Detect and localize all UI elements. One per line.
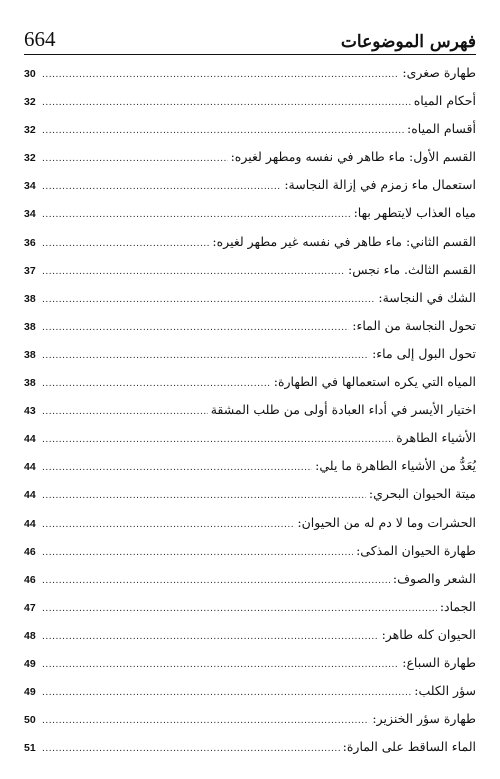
dot-leader <box>42 398 208 426</box>
toc-entry-title: طهارة سؤر الخنزير: <box>372 711 476 727</box>
dot-leader <box>42 511 294 539</box>
dot-leader <box>42 342 369 370</box>
toc-entry <box>24 537 476 565</box>
dot-leader <box>42 201 351 229</box>
toc-entry-page: 46 <box>24 545 36 558</box>
toc-entry-title: الحيوان كله طاهر: <box>381 626 476 642</box>
toc-entry-title: أقسام المياه: <box>407 121 476 137</box>
toc-entry <box>24 256 476 284</box>
dot-leader <box>42 61 399 89</box>
toc-entry-page: 37 <box>24 264 36 277</box>
toc-entry-title: المياه التي يكره استعمالها في الطهارة: <box>273 374 476 390</box>
toc-entry <box>24 199 476 227</box>
dot-leader <box>42 230 209 258</box>
toc-entry <box>24 284 476 312</box>
toc-entry-title: الشعر والصوف: <box>392 570 476 586</box>
toc-entry-page: 34 <box>24 208 36 221</box>
toc-list <box>24 59 476 761</box>
toc-entry-title: أحكام المياه <box>413 93 476 109</box>
toc-entry-title: القسم الثاني: ماء طاهر في نفسه غير مطهر لغيره: <box>212 233 476 249</box>
toc-entry-title: الشك في النجاسة: <box>378 289 476 305</box>
toc-entry <box>24 171 476 199</box>
toc-entry-page: 50 <box>24 714 36 727</box>
toc-entry-page: 32 <box>24 96 36 109</box>
dot-leader <box>42 539 353 567</box>
toc-entry <box>24 59 476 87</box>
toc-entry-page: 38 <box>24 377 36 390</box>
toc-entry <box>24 480 476 508</box>
dot-leader <box>42 735 340 763</box>
toc-entry <box>24 705 476 733</box>
toc-entry-page: 32 <box>24 152 36 165</box>
toc-entry-title: الحشرات وما لا دم له من الحيوان: <box>297 514 476 530</box>
toc-entry <box>24 228 476 256</box>
toc-entry-page: 36 <box>24 236 36 249</box>
toc-entry-page: 51 <box>24 742 36 755</box>
toc-entry <box>24 143 476 171</box>
toc-entry-title: يُعَدُّ من الأشياء الطاهرة ما يلي: <box>315 458 476 474</box>
dot-leader <box>42 314 349 342</box>
toc-entry-title: الماء الساقط على المارة: <box>342 739 476 755</box>
page-number: 664 <box>24 27 56 51</box>
dot-leader <box>42 89 411 117</box>
dot-leader <box>42 623 379 651</box>
dot-leader <box>42 370 271 398</box>
toc-entry-title: مياه العذاب لايتطهر بها: <box>353 205 476 221</box>
dot-leader <box>42 595 437 623</box>
running-title: فهرس الموضوعات <box>340 32 476 52</box>
dot-leader <box>42 145 228 173</box>
toc-entry <box>24 115 476 143</box>
toc-entry-title: طهارة السباع: <box>402 654 476 670</box>
toc-entry-title: طهارة الحيوان المذكى: <box>356 542 476 558</box>
toc-entry <box>24 340 476 368</box>
toc-entry-page: 43 <box>24 405 36 418</box>
header-rule <box>24 54 476 55</box>
toc-entry <box>24 452 476 480</box>
dot-leader <box>42 286 375 314</box>
toc-entry <box>24 87 476 115</box>
toc-entry-title: القسم الثالث. ماء نجس: <box>348 261 476 277</box>
dot-leader <box>42 482 366 510</box>
toc-entry-page: 48 <box>24 629 36 642</box>
dot-leader <box>42 173 281 201</box>
toc-entry-page: 44 <box>24 489 36 502</box>
toc-entry <box>24 396 476 424</box>
toc-entry-title: القسم الأول: ماء طاهر في نفسه ومطهر لغيره: <box>230 149 476 165</box>
toc-entry-page: 44 <box>24 517 36 530</box>
toc-entry-page: 46 <box>24 573 36 586</box>
toc-entry-page: 49 <box>24 686 36 699</box>
toc-entry-page: 44 <box>24 461 36 474</box>
toc-entry-page: 30 <box>24 68 36 80</box>
dot-leader <box>42 426 393 454</box>
toc-entry <box>24 368 476 396</box>
toc-entry-page: 38 <box>24 320 36 333</box>
toc-entry <box>24 677 476 705</box>
toc-entry <box>24 621 476 649</box>
toc-entry <box>24 509 476 537</box>
toc-entry-title: سؤر الكلب: <box>414 683 476 699</box>
toc-entry-title: الأشياء الطاهرة <box>396 430 476 446</box>
dot-leader <box>42 567 390 595</box>
toc-entry-page: 32 <box>24 124 36 137</box>
toc-entry-page: 34 <box>24 180 36 193</box>
dot-leader <box>42 117 404 145</box>
dot-leader <box>42 679 411 707</box>
dot-leader <box>42 258 345 286</box>
dot-leader <box>42 454 312 482</box>
toc-entry-title: ميتة الحيوان البحري: <box>368 486 476 502</box>
toc-entry <box>24 312 476 340</box>
toc-entry-title: تحول النجاسة من الماء: <box>352 317 476 333</box>
page-header <box>24 22 476 52</box>
toc-entry <box>24 565 476 593</box>
toc-entry-page: 49 <box>24 657 36 670</box>
toc-entry-title: اختيار الأيسر في أداء العبادة أولى من طلب المشقة <box>210 402 476 418</box>
toc-entry-title: استعمال ماء زمزم في إزالة النجاسة: <box>284 177 476 193</box>
toc-entry-page: 38 <box>24 292 36 305</box>
toc-entry-title: تحول البول إلى ماء: <box>372 345 476 361</box>
toc-entry-title: الجماد: <box>439 598 476 614</box>
toc-entry <box>24 424 476 452</box>
dot-leader <box>42 651 399 679</box>
toc-entry <box>24 649 476 677</box>
toc-entry-page: 38 <box>24 348 36 361</box>
toc-entry-title: طهارة صغرى: <box>402 65 476 80</box>
toc-entry-page: 47 <box>24 601 36 614</box>
dot-leader <box>42 707 369 735</box>
toc-entry-page: 44 <box>24 433 36 446</box>
toc-entry <box>24 593 476 621</box>
toc-entry <box>24 733 476 761</box>
